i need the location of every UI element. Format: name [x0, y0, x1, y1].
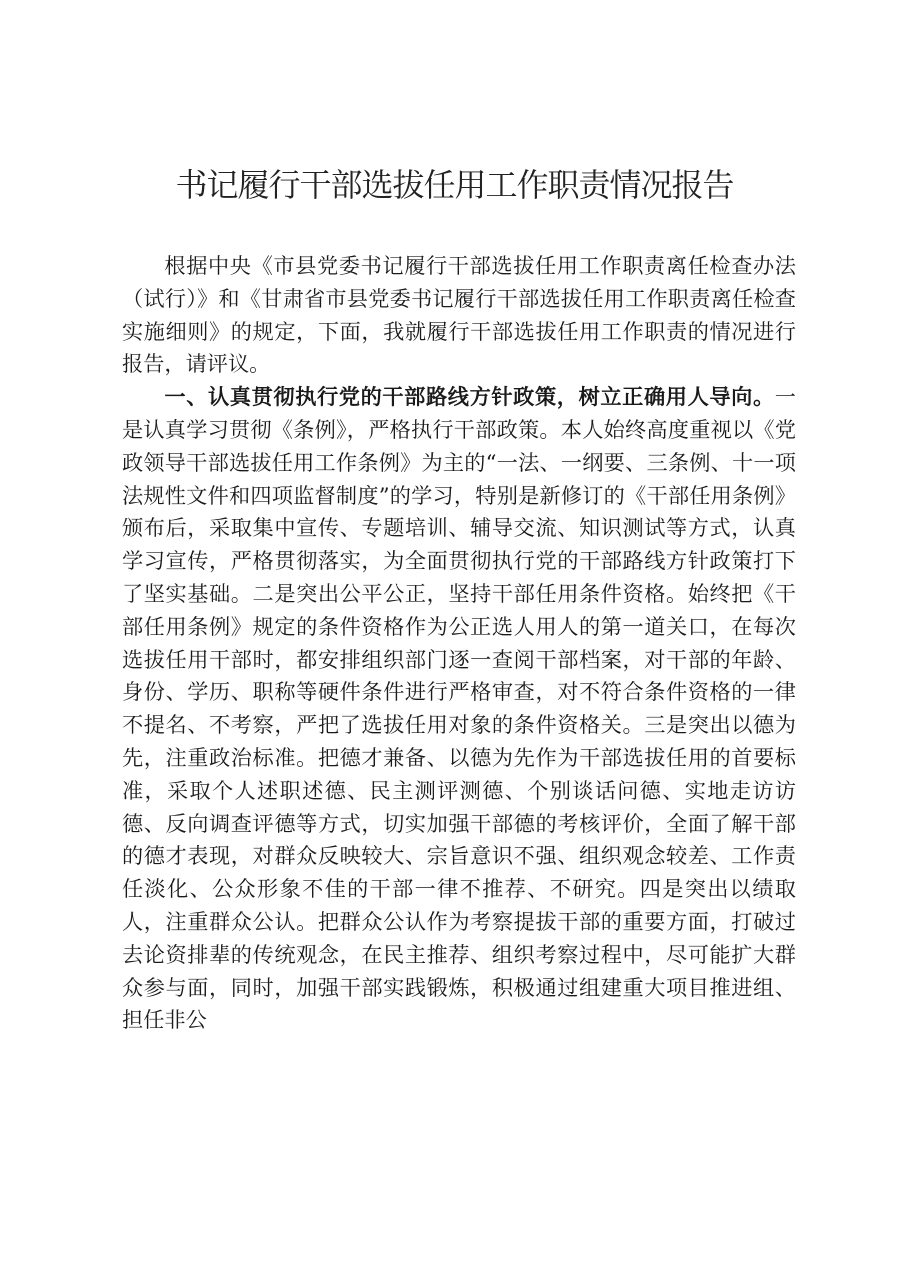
document-body: [122, 250, 796, 1037]
section-1-paragraph: [122, 381, 796, 1037]
intro-paragraph: 根据中央《市县党委书记履行干部选拔任用工作职责离任检查办法（试行）》和《甘肃省市县党委书记履行干部选拔任用工作职责离任检查实施细则》的规定，下面，我就履行干部选拔任用工作职责的情况进行报告，请评议。: [122, 253, 796, 377]
section-1-body: 一是认真学习贯彻《条例》，严格执行干部政策。本人始终高度重视以《党政领导干部选拔任用工作条例》为主的“一法、一纲要、三条例、十一项法规性文件和四项监督制度”的学习，特别是新修订的《干部任用条例》颁布后，采取集中宣传、专题培训、辅导交流、知识测试等方式，认真学习宣传，严格贯彻落实，为全面贯彻执行党的干部路线方针政策打下了坚实基础。二是突出公平公正，坚持干部任用条件资格。始终把《干部任用条例》规定的条件资格作为公正选人用人的第一道关口，在每次选拔任用干部时，都安排组织部门逐一查阅干部档案，对干部的年龄、身份、学历、职称等硬件条件进行严格审查，对不符合条件资格的一律不提名、不考察，严把了选拔任用对象的条件资格关。三是突出以德为先，注重政治标准。把德才兼备、以德为先作为干部选拔任用的首要标准，采取个人述职述德、民主测评测德、个别谈话问德、实地走访访德、反向调查评德等方式，切实加强干部德的考核评价，全面了解干部的德才表现，对群众反映较大、宗旨意识不强、组织观念较差、工作责任淡化、公众形象不佳的干部一律不推荐、不研究。四是突出以绩取人，注重群众公认。把群众公认作为考察提拔干部的重要方面，打破过去论资排辈的传统观念，在民主推荐、组织考察过程中，尽可能扩大群众参与面，同时，加强干部实践锻炼，积极通过组建重大项目推进组、担任非公: [122, 384, 796, 1033]
section-1-heading: 一、认真贯彻执行党的干部路线方针政策，树立正确用人导向。: [164, 384, 775, 410]
document-title: 书记履行干部选拔任用工作职责情况报告: [175, 166, 734, 204]
